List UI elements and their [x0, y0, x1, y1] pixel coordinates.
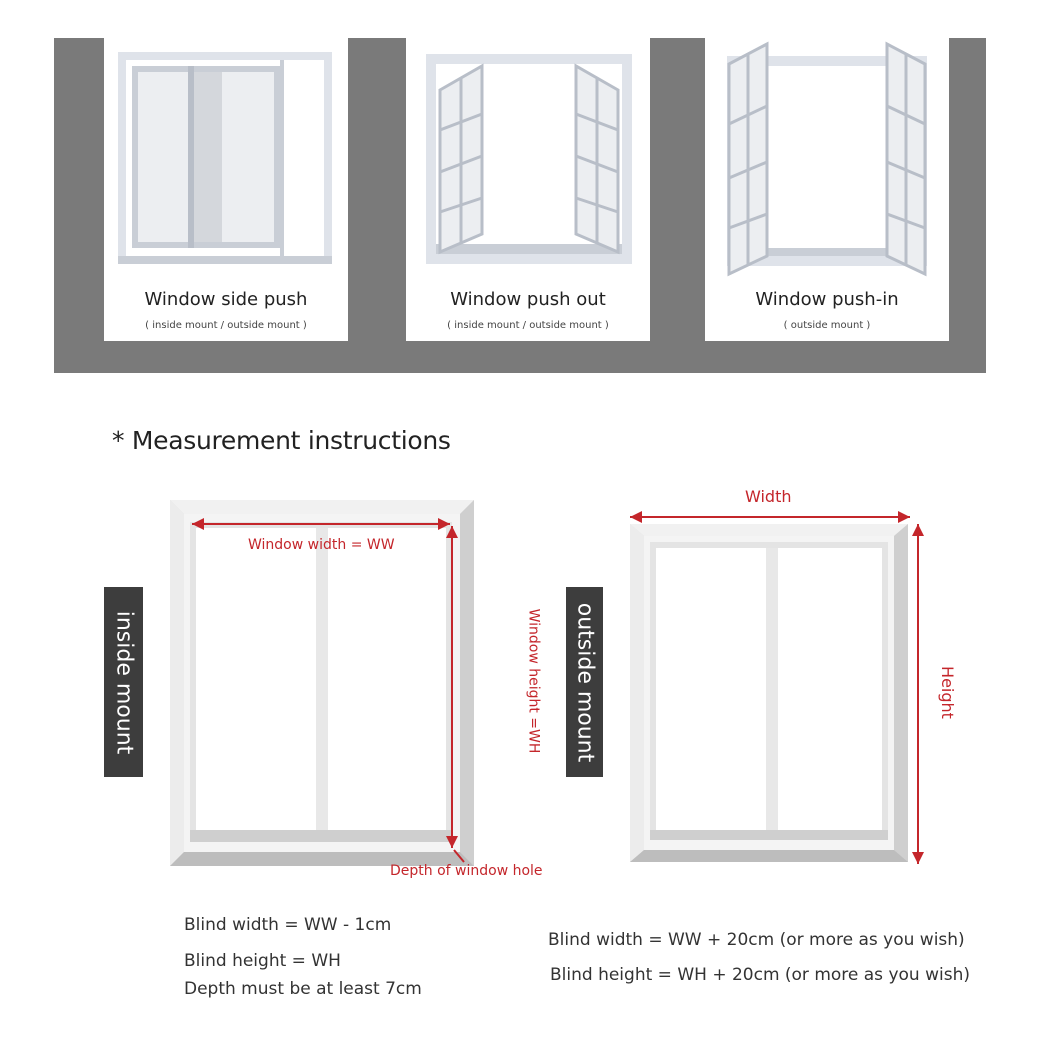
inside-depth-formula: Depth must be at least 7cm	[184, 979, 422, 999]
window-type-card-push-in	[705, 38, 949, 341]
depth-label: Depth of window hole	[390, 863, 543, 879]
height-text: Height	[937, 666, 957, 719]
window-type-subtitle: ( outside mount )	[783, 320, 871, 331]
window-height-label	[525, 609, 541, 754]
casement-push-in-illustration	[705, 38, 949, 278]
inside-blind-height-formula: Blind height = WH	[184, 951, 341, 971]
window-height-text: Window height =WH	[525, 608, 542, 754]
outside-mount-label	[566, 587, 603, 777]
outside-mount-text: outside mount	[572, 602, 597, 762]
inside-blind-width-formula: Blind width = WW - 1cm	[184, 915, 392, 935]
inside-mount-label	[104, 587, 143, 777]
window-type-title: Window side push	[144, 289, 308, 310]
window-type-subtitle: ( inside mount / outside mount )	[145, 320, 307, 331]
width-label: Width	[745, 487, 792, 506]
outside-blind-height-formula: Blind height = WH + 20cm (or more as you wish)	[550, 965, 970, 985]
sliding-window-illustration	[104, 38, 348, 278]
height-label	[938, 666, 957, 719]
window-type-title: Window push-in	[755, 289, 899, 310]
outside-blind-width-formula: Blind width = WW + 20cm (or more as you wish)	[548, 930, 965, 950]
window-type-subtitle: ( inside mount / outside mount )	[447, 320, 609, 331]
window-type-card-side-push	[104, 38, 348, 341]
window-type-title: Window push out	[450, 289, 606, 310]
inside-mount-text: inside mount	[111, 610, 136, 754]
window-width-label: Window width = WW	[248, 537, 395, 553]
casement-push-out-illustration	[406, 38, 650, 278]
measurement-instructions-title: * Measurement instructions	[112, 426, 451, 455]
outside-mount-diagram	[620, 480, 960, 880]
window-type-card-push-out	[406, 38, 650, 341]
